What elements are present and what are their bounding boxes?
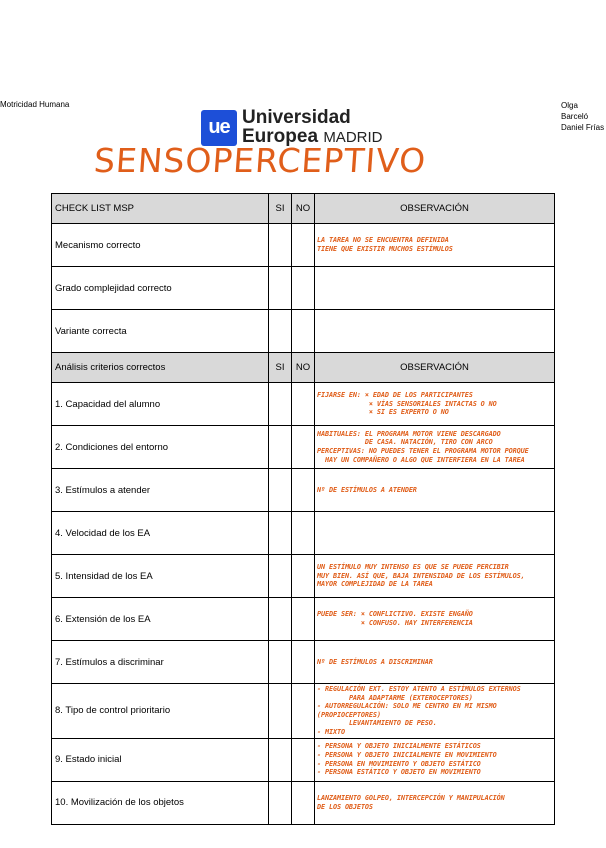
authors [561,100,606,133]
si-cell [269,310,292,353]
logo-line1: Universidad [242,107,351,128]
checklist-header-row [52,194,555,224]
observation-cell [315,781,555,824]
si-cell [269,555,292,598]
handwritten-observation: FIJARSE EN: × EDAD DE LOS PARTICIPANTES × VÍAS SENSORIALES INTACTAS O NO × SI ES EXPERTO O NO [317,391,497,417]
no-cell [292,555,315,598]
observation-cell [315,598,555,641]
logo-line2-suffix: MADRID [323,129,383,146]
criterion-label: 4. Velocidad de los EA [52,512,269,555]
no-cell [292,383,315,426]
analysis-header-criteria: Análisis criterios correctos [52,353,269,383]
table-row [52,598,555,641]
table-row [52,383,555,426]
no-cell [292,512,315,555]
checklist-header-si: SI [269,194,292,224]
criterion-label: Variante correcta [52,310,269,353]
criterion-label: Mecanismo correcto [52,224,269,267]
handwritten-title: SENSOPERCEPTIVO [92,141,428,180]
criterion-label: 8. Tipo de control prioritario [52,684,269,739]
no-cell [292,781,315,824]
table-row [52,555,555,598]
si-cell [269,738,292,781]
si-cell [269,684,292,739]
no-cell [292,684,315,739]
handwritten-observation: - PERSONA Y OBJETO INICIALMENTE ESTÁTICOS - PERSONA Y OBJETO INICIALMENTE EN MOVIMIENTO - PERSONA EN MOVIMIENTO Y OBJETO ESTÁTICO - PERSONA ESTÁTICO Y OBJETO EN MOVIMIENTO [317,742,497,777]
si-cell [269,641,292,684]
handwritten-observation: Nº DE ESTÍMULOS A ATENDER [317,485,417,494]
si-cell [269,598,292,641]
observation-cell [315,738,555,781]
criterion-label: 1. Capacidad del alumno [52,383,269,426]
no-cell [292,469,315,512]
author-1: Olga Barceló [561,101,589,121]
table-row [52,224,555,267]
author-2: Daniel Frías [561,123,605,132]
si-cell [269,383,292,426]
handwritten-observation: PUEDE SER: × CONFLICTIVO. EXISTE ENGAÑO × CONFUSO. HAY INTERFERENCIA [317,610,473,627]
table-row [52,469,555,512]
analysis-header-row [52,353,555,383]
criterion-label: 9. Estado inicial [52,738,269,781]
checklist-header-criteria: CHECK LIST MSP [52,194,269,224]
table-row [52,641,555,684]
criterion-label: 2. Condiciones del entorno [52,426,269,469]
criterion-label: 10. Movilización de los objetos [52,781,269,824]
criterion-label: 6. Extensión de los EA [52,598,269,641]
checklist-header-no: NO [292,194,315,224]
handwritten-observation: LANZAMIENTO GOLPEO, INTERCEPCIÓN Y MANIPULACIÓN DE LOS OBJETOS [317,793,505,811]
no-cell [292,598,315,641]
observation-cell [315,641,555,684]
no-cell [292,738,315,781]
observation-cell [315,684,555,739]
handwritten-observation: UN ESTÍMULO MUY INTENSO ES QUE SE PUEDE PERCIBIR MUY BIEN. ASÍ QUE, BAJA INTENSIDAD DE LOS ESTÍMULOS, MAYOR COMPLEJIDAD DE LA TAREA [317,563,525,589]
handwritten-observation: - REGULACIÓN EXT. ESTOY ATENTO A ESTÍMULOS EXTERNOS PARA ADAPTARME (EXTEROCEPTORES) - AUTORREGULACIÓN: SOLO ME CENTRO EN MI MISMO (PROPIOCEPTORES) LEVANTAMIENTO DE PESO. - MIXTO [317,685,521,736]
logo-line2-main: Europea [242,126,319,147]
no-cell [292,641,315,684]
table-row [52,267,555,310]
table-row [52,684,555,739]
observation-cell [315,383,555,426]
criterion-label: Grado complejidad correcto [52,267,269,310]
observation-cell [315,426,555,469]
observation-cell [315,512,555,555]
observation-cell [315,224,555,267]
si-cell [269,426,292,469]
si-cell [269,469,292,512]
observation-cell [315,310,555,353]
criterion-label: 7. Estímulos a discriminar [52,641,269,684]
logo-badge: ue [201,110,237,146]
handwritten-observation: Nº DE ESTÍMULOS A DISCRIMINAR [317,657,433,666]
si-cell [269,224,292,267]
analysis-header-si: SI [269,353,292,383]
table-row [52,512,555,555]
observation-cell [315,469,555,512]
observation-cell [315,267,555,310]
table-row [52,310,555,353]
no-cell [292,267,315,310]
checklist-header-observacion: OBSERVACIÓN [315,194,555,224]
checklist-table [51,193,555,825]
table-row [52,781,555,824]
analysis-header-observacion: OBSERVACIÓN [315,353,555,383]
course-name: Motricidad Humana [0,100,70,109]
no-cell [292,310,315,353]
no-cell [292,426,315,469]
table-row [52,738,555,781]
criterion-label: 3. Estímulos a atender [52,469,269,512]
analysis-header-no: NO [292,353,315,383]
criterion-label: 5. Intensidad de los EA [52,555,269,598]
handwritten-observation: HABITUALES: EL PROGRAMA MOTOR VIENE DESCARGADO DE CASA. NATACIÓN, TIRO CON ARCO PERCEPTIVAS: NO PUEDES TENER EL PROGRAMA MOTOR PORQUE HAY UN COMPAÑERO O ALGO QUE INTERFIERA EN LA TAREA [317,429,529,464]
si-cell [269,267,292,310]
observation-cell [315,555,555,598]
table-row [52,426,555,469]
no-cell [292,224,315,267]
si-cell [269,781,292,824]
handwritten-observation: LA TAREA NO SE ENCUENTRA DEFINIDA TIENE QUE EXISTIR MUCHOS ESTÍMULOS [317,236,453,253]
si-cell [269,512,292,555]
